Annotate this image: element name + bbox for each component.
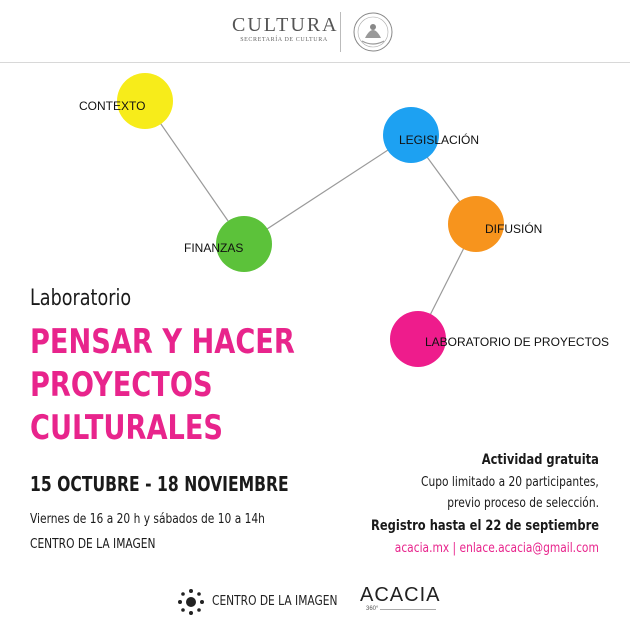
- info-registration: Registro hasta el 22 de septiembre: [371, 518, 599, 534]
- header: [0, 0, 630, 63]
- node-label-contexto: CONTEXTO: [79, 99, 146, 113]
- acacia-logo-bar: [380, 609, 436, 610]
- mexican-coat-of-arms-icon: [348, 10, 398, 54]
- cultura-logo-subtitle: SECRETARÍA DE CULTURA: [240, 37, 328, 43]
- info-limit-line-1: Cupo limitado a 20 participantes,: [421, 475, 599, 490]
- node-label-laboratorio-de-proyectos: LABORATORIO DE PROYECTOS: [425, 335, 610, 349]
- cultura-logo: [232, 14, 339, 45]
- event-venue: CENTRO DE LA IMAGEN: [30, 537, 156, 552]
- event-schedule: Viernes de 16 a 20 h y sábados de 10 a 14h: [30, 512, 265, 527]
- sun-icon: [176, 588, 206, 616]
- acacia-logo-subtitle: 360°: [366, 606, 379, 612]
- node-label-legislacion: LEGISLACIÓN: [399, 133, 480, 147]
- node-label-finanzas: FINANZAS: [184, 241, 244, 255]
- cultura-logo-word: CULTURA: [232, 14, 339, 36]
- centro-de-la-imagen-logo: [176, 588, 336, 616]
- acacia-logo-word: ACACIA: [360, 584, 441, 606]
- info-free: Actividad gratuita: [481, 452, 599, 468]
- title-laboratorio: Laboratorio: [30, 286, 132, 311]
- info-limit-line-2: previo proceso de selección.: [447, 496, 599, 511]
- title-line-2: PROYECTOS: [30, 365, 213, 405]
- graph-edge-finanzas-legislacion: [244, 135, 411, 244]
- title-line-3: CULTURALES: [30, 408, 224, 448]
- acacia-logo: [360, 584, 450, 618]
- event-dates: 15 OCTUBRE - 18 NOVIEMBRE: [30, 472, 289, 496]
- node-label-difusion: DIFUSIÓN: [485, 222, 543, 236]
- title-line-1: PENSAR Y HACER: [30, 322, 295, 362]
- centro-de-la-imagen-text: CENTRO DE LA IMAGEN: [212, 594, 338, 609]
- info-contact-link[interactable]: acacia.mx | enlace.acacia@gmail.com: [394, 541, 599, 556]
- header-divider: [340, 12, 341, 52]
